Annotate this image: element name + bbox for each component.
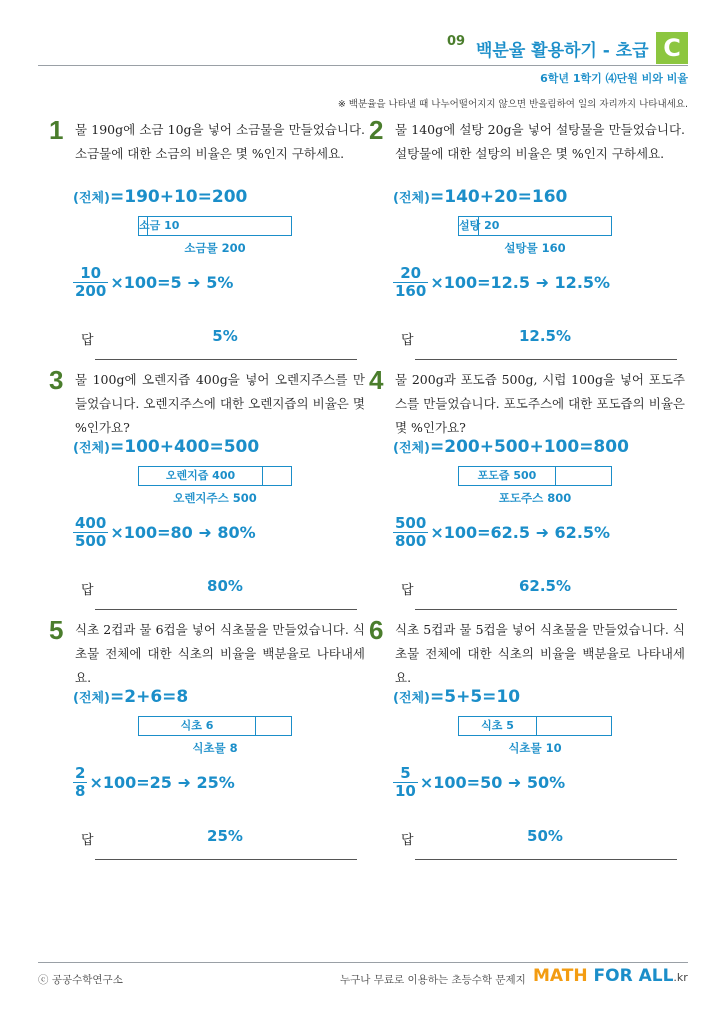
total-equation bbox=[393, 687, 520, 707]
fraction bbox=[73, 515, 108, 550]
fraction-calculation bbox=[393, 515, 610, 550]
ratio-bar-whole-label: 포도주스 800 bbox=[498, 491, 572, 505]
brand-logo bbox=[533, 966, 688, 986]
answer-value: 12.5% bbox=[518, 327, 572, 345]
total-label: (전체) bbox=[393, 441, 430, 456]
answer-label: 답 bbox=[401, 833, 414, 848]
fraction-calculation bbox=[73, 765, 235, 800]
ratio-bar-whole-label: 식초물 8 bbox=[192, 741, 238, 755]
fraction bbox=[393, 265, 428, 300]
fraction-calculation bbox=[73, 515, 256, 550]
fraction-denominator: 200 bbox=[75, 282, 107, 300]
fraction-denominator: 500 bbox=[75, 532, 107, 550]
fraction-calculation bbox=[393, 265, 610, 300]
answer-underline bbox=[415, 859, 677, 860]
problem-question: 식초 5컵과 물 5컵을 넣어 식초물을 만들었습니다. 식초물 전체에 대한 식초의 비율을 백분율로 나타내세요. bbox=[395, 622, 685, 685]
fraction-calculation bbox=[393, 765, 565, 800]
total-label: (전체) bbox=[73, 441, 110, 456]
problem-question: 식초 2컵과 물 6컵을 넣어 식초물을 만들었습니다. 식초물 전체에 대한 식초의 비율을 백분율로 나타내세요. bbox=[75, 622, 365, 685]
total-equation bbox=[73, 437, 259, 457]
problem-4 bbox=[369, 365, 695, 610]
problem-6 bbox=[369, 615, 695, 860]
ratio-bar-whole-label: 소금물 200 bbox=[184, 241, 246, 255]
fraction-denominator: 800 bbox=[395, 532, 427, 550]
problem-number: 1 bbox=[49, 115, 64, 145]
calculation-result: ×100=50 ➜ 50% bbox=[419, 773, 566, 792]
fraction-numerator: 5 bbox=[400, 764, 411, 782]
answer-label: 답 bbox=[81, 333, 94, 348]
problem-3 bbox=[49, 365, 375, 610]
ratio-bar bbox=[138, 466, 292, 486]
answer-underline bbox=[95, 609, 357, 610]
ratio-bar-whole-label: 식초물 10 bbox=[508, 741, 562, 755]
total-equation bbox=[393, 187, 567, 207]
problem-question: 물 140g에 설탕 20g을 넣어 설탕물을 만들었습니다. 설탕물에 대한 설탕의 비율은 몇 %인지 구하세요. bbox=[395, 122, 685, 161]
problem-question: 물 100g에 오렌지즙 400g을 넣어 오렌지주스를 만들었습니다. 오렌지주스에 대한 오렌지즙의 비율은 몇 %인가요? bbox=[75, 372, 365, 435]
fraction bbox=[393, 515, 428, 550]
fraction-numerator: 500 bbox=[395, 514, 427, 532]
footer-divider bbox=[38, 962, 688, 963]
footer-tagline: 누구나 무료로 이용하는 초등수학 문제지 bbox=[340, 974, 526, 986]
calculation-result: ×100=80 ➜ 80% bbox=[110, 523, 256, 542]
total-expression: =2+6=8 bbox=[110, 687, 189, 707]
brand-math: MATH bbox=[533, 966, 594, 986]
fraction bbox=[73, 765, 87, 800]
rounding-note: ※ 백분율을 나타낼 때 나누어떨어지지 않으면 반올림하여 일의 자리까지 나타내세요. bbox=[337, 99, 688, 110]
problem-number: 3 bbox=[49, 365, 64, 395]
answer-label: 답 bbox=[401, 333, 414, 348]
problem-question: 물 200g과 포도즙 500g, 시럽 100g을 넣어 포도주스를 만들었습니다. 포도주스에 대한 포도즙의 비율은 몇 %인가요? bbox=[395, 372, 685, 435]
total-expression: =190+10=200 bbox=[110, 187, 248, 207]
total-label: (전체) bbox=[73, 691, 110, 706]
answer-label: 답 bbox=[81, 833, 94, 848]
fraction-numerator: 2 bbox=[75, 764, 86, 782]
footer-copyright: ⓒ 공공수학연구소 bbox=[38, 974, 123, 986]
answer-value: 62.5% bbox=[518, 577, 572, 595]
fraction-numerator: 20 bbox=[400, 264, 422, 282]
ratio-bar-part: 식초 6 bbox=[139, 717, 256, 735]
ratio-bar bbox=[458, 466, 612, 486]
ratio-bar bbox=[138, 216, 292, 236]
fraction-numerator: 10 bbox=[80, 264, 102, 282]
calculation-result: ×100=12.5 ➜ 12.5% bbox=[430, 273, 611, 292]
fraction-calculation bbox=[73, 265, 233, 300]
problem-number: 6 bbox=[369, 615, 384, 645]
fraction-numerator: 400 bbox=[75, 514, 107, 532]
fraction-denominator: 10 bbox=[395, 782, 416, 800]
ratio-bar-part: 소금 10 bbox=[139, 217, 148, 235]
ratio-bar-part: 포도즙 500 bbox=[459, 467, 556, 485]
total-equation bbox=[73, 187, 247, 207]
calculation-result: ×100=5 ➜ 5% bbox=[110, 273, 234, 292]
answer-value: 80% bbox=[207, 577, 243, 595]
total-label: (전체) bbox=[73, 191, 110, 206]
answer-value: 50% bbox=[527, 827, 563, 845]
worksheet-number: 09 bbox=[447, 34, 466, 49]
level-badge: C bbox=[656, 32, 688, 64]
brand-kr: .kr bbox=[673, 971, 688, 984]
ratio-bar-part: 오렌지즙 400 bbox=[139, 467, 263, 485]
problem-question: 물 190g에 소금 10g을 넣어 소금물을 만들었습니다. 소금물에 대한 소금의 비율은 몇 %인지 구하세요. bbox=[75, 122, 365, 161]
fraction bbox=[73, 265, 108, 300]
calculation-result: ×100=25 ➜ 25% bbox=[89, 773, 235, 792]
worksheet-subtitle: 6학년 1학기 ⑷단원 비와 비율 bbox=[540, 72, 688, 85]
header-divider bbox=[38, 65, 688, 66]
problem-1 bbox=[49, 115, 375, 360]
worksheet-title: 백분율 활용하기 - 초급 bbox=[476, 41, 649, 61]
problem-number: 2 bbox=[369, 115, 384, 145]
ratio-bar bbox=[458, 716, 612, 736]
answer-label: 답 bbox=[401, 583, 414, 598]
ratio-bar-part: 설탕 20 bbox=[459, 217, 479, 235]
ratio-bar bbox=[138, 716, 292, 736]
total-label: (전체) bbox=[393, 691, 430, 706]
fraction bbox=[393, 765, 418, 800]
total-expression: =100+400=500 bbox=[110, 437, 260, 457]
fraction-denominator: 160 bbox=[395, 282, 427, 300]
answer-underline bbox=[95, 859, 357, 860]
answer-underline bbox=[95, 359, 357, 360]
problem-5 bbox=[49, 615, 375, 860]
total-equation bbox=[73, 687, 188, 707]
ratio-bar bbox=[458, 216, 612, 236]
total-label: (전체) bbox=[393, 191, 430, 206]
total-equation bbox=[393, 437, 629, 457]
total-expression: =200+500+100=800 bbox=[430, 437, 629, 457]
answer-value: 25% bbox=[207, 827, 243, 845]
calculation-result: ×100=62.5 ➜ 62.5% bbox=[430, 523, 611, 542]
answer-label: 답 bbox=[81, 583, 94, 598]
ratio-bar-whole-label: 오렌지주스 500 bbox=[173, 491, 257, 505]
problem-number: 4 bbox=[369, 365, 384, 395]
answer-underline bbox=[415, 359, 677, 360]
answer-value: 5% bbox=[212, 327, 238, 345]
brand-forall: FOR ALL bbox=[593, 966, 674, 986]
total-expression: =5+5=10 bbox=[430, 687, 521, 707]
ratio-bar-part: 식초 5 bbox=[459, 717, 537, 735]
ratio-bar-whole-label: 설탕물 160 bbox=[504, 241, 566, 255]
problem-number: 5 bbox=[49, 615, 64, 645]
fraction-denominator: 8 bbox=[75, 782, 86, 800]
answer-underline bbox=[415, 609, 677, 610]
problem-2 bbox=[369, 115, 695, 360]
total-expression: =140+20=160 bbox=[430, 187, 568, 207]
